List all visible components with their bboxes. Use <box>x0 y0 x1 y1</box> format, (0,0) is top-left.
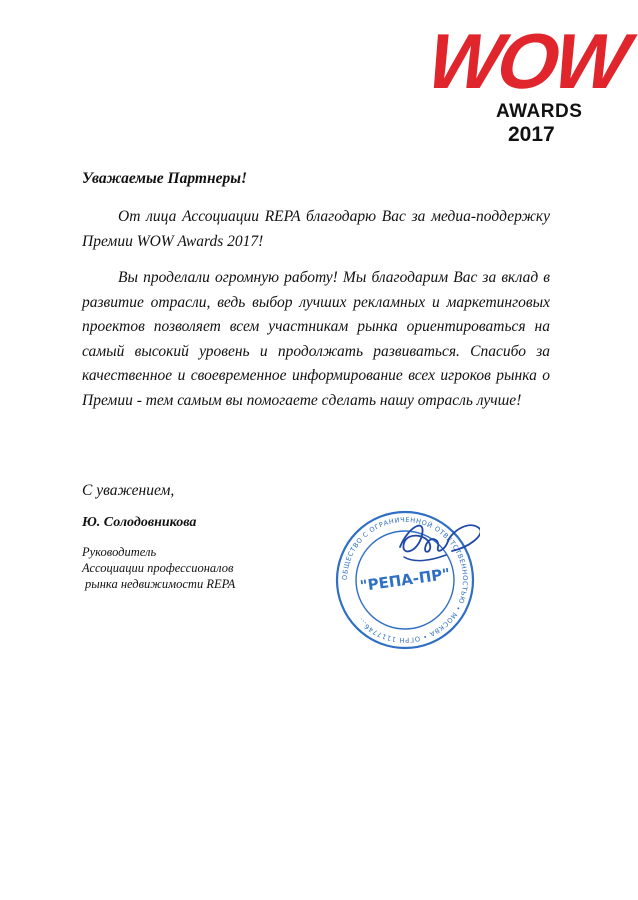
paragraph-2-text: Вы проделали огромную работу! Мы благодарим Вас за вклад в развитие отрасли, ведь выбор лучших рекламных и маркетинговых проектов позволяет всем участникам рынка ориентироваться на самый высокий уровень и продолжать развиваться. Спасибо за качественное и своевременное информирование всех игроков рынка о Премии - тем самым вы помогаете сделать нашу отрасль лучше! <box>82 269 550 409</box>
signer-title-line-3: рынка недвижимости REPA <box>85 577 236 591</box>
paragraph-1 <box>82 205 550 254</box>
wow-awards-logo <box>422 17 631 152</box>
wow-wordmark-logo <box>422 17 631 105</box>
signer-title <box>82 544 235 592</box>
signature-underline <box>404 555 446 561</box>
stamp-center-text: "РЕПА-ПР" <box>358 564 452 596</box>
salutation: Уважаемые Партнеры! <box>82 170 247 187</box>
paragraph-2 <box>82 266 550 413</box>
closing-regards: С уважением, <box>82 482 175 499</box>
signer-title-line-2: Ассоциации профессионалов <box>82 561 234 575</box>
signer-title-line-1: Руководитель <box>82 545 157 559</box>
logo-year-text: 2017 <box>508 123 555 146</box>
paragraph-1-text: От лица Ассоциации REPA благодарю Вас за медиа-поддержку Премии WOW Awards 2017! <box>82 208 550 250</box>
logo-awards-text: AWARDS <box>496 101 583 122</box>
wow-wordmark-text: WOW <box>422 17 631 105</box>
company-stamp <box>330 505 480 655</box>
signer-name: Ю. Солодовникова <box>82 515 197 530</box>
stamp-ring-text: ОБЩЕСТВО С ОГРАНИЧЕННОЙ ОТВЕТСТВЕННОСТЬЮ • МОСКВА • ОГРН 1117746... <box>340 515 470 645</box>
